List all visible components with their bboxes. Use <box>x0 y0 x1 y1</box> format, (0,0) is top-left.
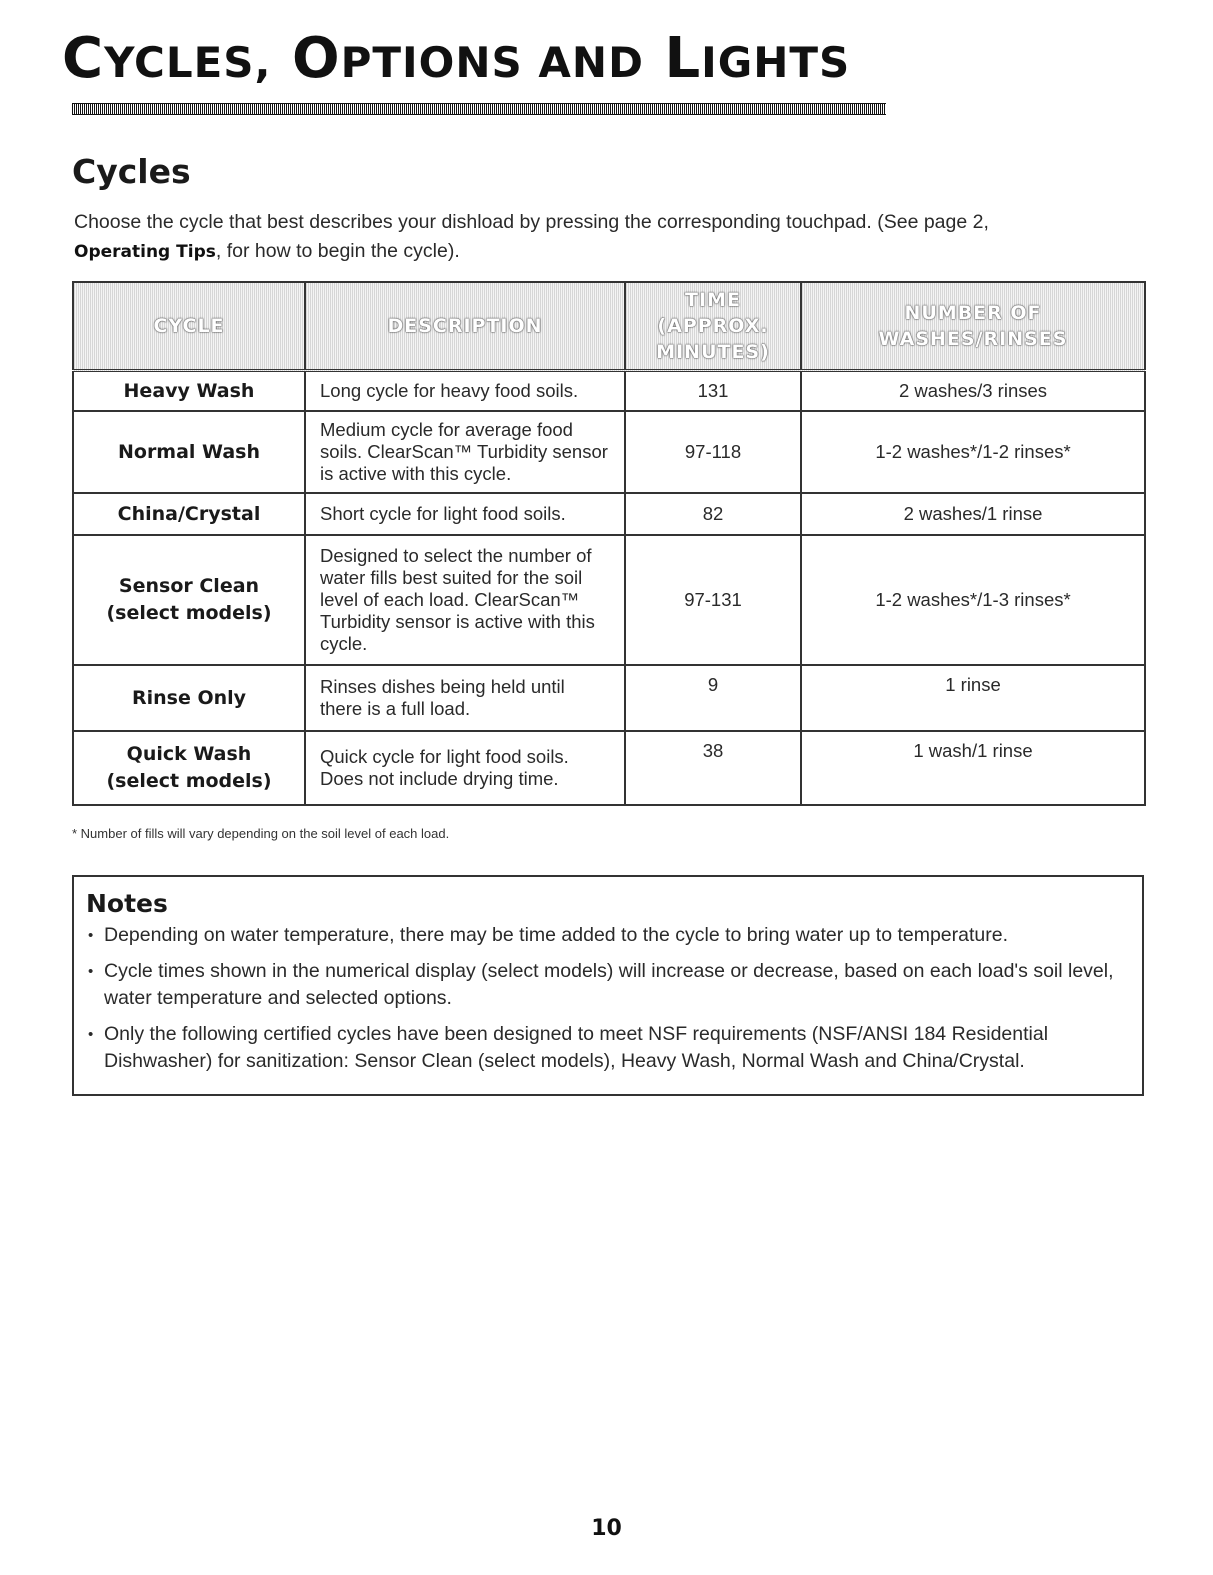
title-word: PTIONS AND <box>340 38 644 87</box>
cycle-name: Quick Wash <box>126 743 252 765</box>
cycle-time: 97-118 <box>625 411 801 493</box>
table-footnote: * Number of fills will vary depending on the soil level of each load. <box>72 826 450 841</box>
table-row <box>73 665 1145 731</box>
section-heading: Cycles <box>72 152 191 191</box>
table-row <box>73 731 1145 805</box>
cycle-time: 38 <box>625 731 801 805</box>
bullet-icon: • <box>88 927 94 944</box>
header-number-washes <box>801 282 1145 371</box>
cycle-time: 97-131 <box>625 535 801 665</box>
header-time-line: MINUTES) <box>656 341 770 363</box>
note-text: Depending on water temperature, there may be time added to the cycle to bring water up to temperature. <box>104 924 1009 946</box>
title-initial: C <box>62 26 105 91</box>
cycle-description: Long cycle for heavy food soils. <box>305 371 625 412</box>
cycle-name-cell <box>73 535 305 665</box>
cycle-name: Sensor Clean <box>118 575 260 597</box>
header-time-line: TIME <box>685 289 741 311</box>
notes-list <box>84 922 1128 1075</box>
table-row <box>73 411 1145 493</box>
cycle-description: Quick cycle for light food soils. Does not include drying time. <box>305 731 625 805</box>
cycle-time: 82 <box>625 493 801 535</box>
notes-box <box>72 875 1144 1096</box>
cycle-washes-rinses: 2 washes/1 rinse <box>801 493 1145 535</box>
note-text: Only the following certified cycles have been designed to meet NSF requirements (NSF/ANSI 184 Residential Dishwasher) for sanitization: Sensor Clean (select models), Heavy Wash, Normal Wash and China/Crystal. <box>104 1023 1049 1072</box>
cycle-washes-rinses: 2 washes/3 rinses <box>801 371 1145 412</box>
cycle-name: Heavy Wash <box>73 371 305 412</box>
note-item <box>84 922 1128 949</box>
cycle-description: Medium cycle for average food soils. ClearScan™ Turbidity sensor is active with this cycle. <box>305 411 625 493</box>
cycle-washes-rinses: 1 wash/1 rinse <box>801 731 1145 805</box>
title-initial: O <box>292 26 341 91</box>
cycle-washes-rinses: 1-2 washes*/1-2 rinses* <box>801 411 1145 493</box>
cycle-description: Short cycle for light food soils. <box>305 493 625 535</box>
page-number: 10 <box>591 1516 622 1541</box>
cycle-name: China/Crystal <box>73 493 305 535</box>
cycle-time: 9 <box>625 665 801 731</box>
cycle-washes-rinses: 1-2 washes*/1-3 rinses* <box>801 535 1145 665</box>
table-row <box>73 371 1145 412</box>
cycle-availability-note: (select models) <box>106 770 272 792</box>
cycle-washes-rinses: 1 rinse <box>801 665 1145 731</box>
header-number-line: NUMBER OF <box>904 302 1042 324</box>
bullet-icon: • <box>88 963 94 980</box>
table-row <box>73 493 1145 535</box>
bullet-icon: • <box>88 1026 94 1043</box>
intro-text-end: , for how to begin the cycle). <box>215 240 460 262</box>
intro-bold-reference: Operating Tips <box>74 242 216 262</box>
table-header-row <box>73 282 1145 371</box>
header-cycle: CYCLE <box>73 282 305 371</box>
intro-text: Choose the cycle that best describes your dishload by pressing the corresponding touchpad. (See page 2, <box>74 211 989 233</box>
cycle-description: Designed to select the number of water fills best suited for the soil level of each load. ClearScan™ Turbidity sensor is active with this cycle. <box>305 535 625 665</box>
cycle-name: Normal Wash <box>73 411 305 493</box>
cycle-description: Rinses dishes being held until there is a full load. <box>305 665 625 731</box>
notes-heading: Notes <box>86 889 168 918</box>
cycles-table <box>72 281 1146 806</box>
page-title <box>62 26 850 91</box>
header-time-line: (APPROX. <box>657 315 769 337</box>
title-underline-rule <box>72 103 886 115</box>
title-initial: L <box>664 26 702 91</box>
cycle-availability-note: (select models) <box>106 602 272 624</box>
header-description: DESCRIPTION <box>305 282 625 371</box>
cycle-name-cell <box>73 731 305 805</box>
note-item <box>84 1021 1128 1075</box>
intro-paragraph <box>74 208 1074 267</box>
note-item <box>84 958 1128 1012</box>
header-number-line: WASHES/RINSES <box>878 328 1068 350</box>
title-word: IGHTS <box>701 38 851 87</box>
cycle-name: Rinse Only <box>73 665 305 731</box>
header-time <box>625 282 801 371</box>
note-text: Cycle times shown in the numerical display (select models) will increase or decrease, based on each load's soil level, water temperature and selected options. <box>104 960 1114 1009</box>
table-row <box>73 535 1145 665</box>
title-word: YCLES, <box>104 38 272 87</box>
cycle-time: 131 <box>625 371 801 412</box>
